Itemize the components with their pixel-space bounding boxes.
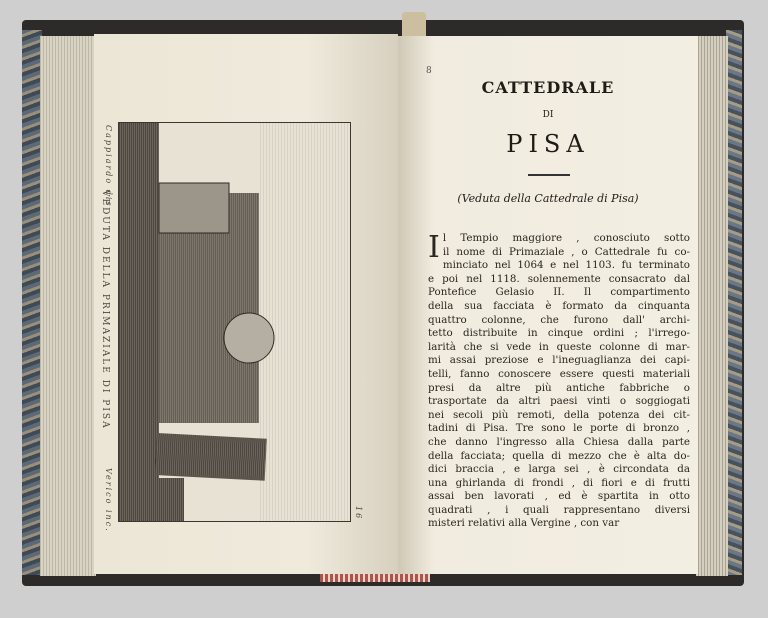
plate-artist-right: Verico inc. — [104, 468, 113, 533]
ornament-rule — [528, 174, 570, 176]
text-line: della sua facciata è formato da cinquanta — [428, 299, 690, 312]
text-line: presi da altre più antiche fabbriche o — [428, 381, 690, 394]
title-line3: PISA — [506, 130, 590, 158]
text-line: l Tempio maggiore , conosciuto sotto — [442, 232, 690, 244]
page-number: 8 — [426, 66, 432, 76]
cathedral-engraving — [118, 122, 351, 522]
text-line: dici braccia , e larga sei , è circondata da — [428, 463, 690, 476]
text-line: telli, fanno conoscere essere questi materiali — [428, 367, 690, 380]
text-line: Pontefice Gelasio II. Il compartimento — [428, 286, 690, 299]
text-line: nei secoli più remoti, della potenza dei cit- — [428, 408, 690, 421]
text-line: della facciata; quella di mezzo che è alta do- — [428, 449, 690, 462]
body-text — [428, 232, 690, 531]
page-edges-left — [40, 36, 96, 576]
bookmark-ribbon — [402, 12, 426, 38]
text-line: mi assai preziose e l'ineguaglianza dei capi- — [428, 354, 690, 367]
text-line: che danno l'ingresso alla Chiesa dalla parte — [428, 435, 690, 448]
text-line: una ghirlanda di frondi , di fiori e di frutti — [428, 476, 690, 489]
text-line: e poi nel 1118. solennemente consacrato dal — [428, 272, 690, 285]
text-line: quattro colonne, che furono dall' archi- — [428, 313, 690, 326]
plate-number: 16 — [354, 506, 363, 521]
plate-artist-left: Cappiardo dis. — [104, 125, 113, 213]
text-line: misteri relativi alla Vergine , con var — [428, 517, 620, 530]
drop-cap: I — [428, 230, 440, 265]
title-line2: DI — [542, 110, 554, 120]
text-line: larità che si vede in queste colonne di mar- — [428, 340, 690, 353]
text-line: il nome di Primaziale , o Cattedrale fu co- — [442, 245, 690, 258]
subtitle: (Veduta della Cattedrale di Pisa) — [457, 192, 639, 205]
text-line: tadini di Pisa. Tre sono le porte di bronzo , — [428, 422, 690, 435]
text-line: trasportate da altri paesi vinti o soggiogati — [428, 395, 690, 408]
text-line: assai ben lavorati , ed è spartita in otto — [428, 490, 690, 503]
text-line: quadrati , i quali rappresentano diversi — [428, 503, 690, 516]
plate-caption: VEDUTA DELLA PRIMAZIALE DI PISA — [100, 190, 110, 430]
marbled-edge-left — [22, 30, 42, 575]
marbled-edge-right — [726, 30, 742, 575]
title-line1: CATTEDRALE — [481, 78, 615, 97]
text-line: minciato nel 1064 e nel 1103. fu terminato — [442, 259, 690, 272]
page-edges-right — [696, 36, 728, 576]
text-line: tetto distribuite in cinque ordini ; l'irrego- — [428, 327, 690, 340]
